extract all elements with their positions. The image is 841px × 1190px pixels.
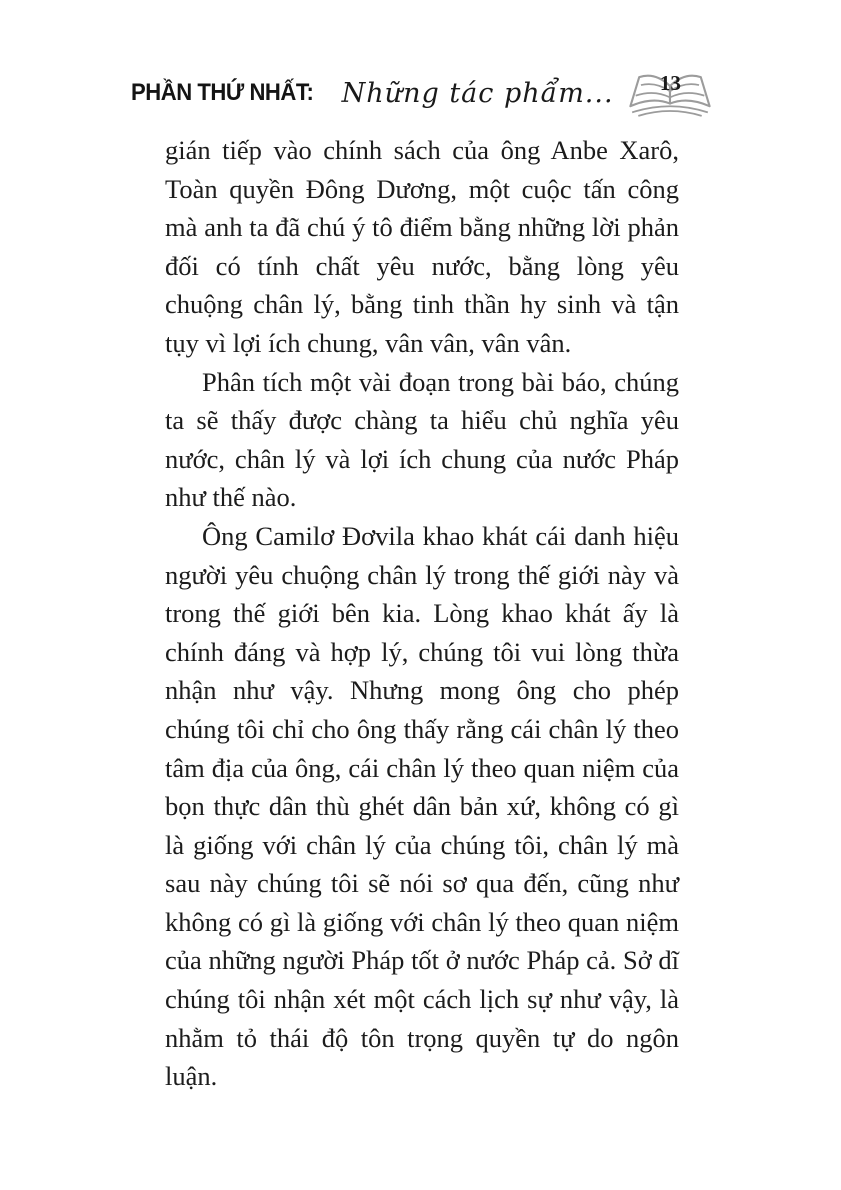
paragraph: Phân tích một vài đoạn trong bài báo, chúng ta sẽ thấy được chàng ta hiểu chủ nghĩa yêu nước, chân lý và lợi ích chung của nước Pháp như thế nào. [165,366,679,513]
page-header [131,62,681,124]
open-book-icon [626,64,714,122]
page-body [165,131,679,1096]
section-title: Những tác phẩm... [341,77,614,109]
paragraph: gián tiếp vào chính sách của ông Anbe Xarô, Toàn quyền Đông Dương, một cuộc tấn công mà anh ta đã chú ý tô điểm bằng những lời phản đối có tính chất yêu nước, bằng lòng yêu chuộng chân lý, bằng tinh thần hy sinh và tận tụy vì lợi ích chung, vân vân, vân vân. [165,135,679,358]
paragraph: Ông Camilơ Đơvila khao khát cái danh hiệu người yêu chuộng chân lý trong thế giới này và trong thế giới bên kia. Lòng khao khát ấy là chính đáng và hợp lý, chúng tôi vui lòng thừa nhận như vậy. Nhưng mong ông cho phép chúng tôi chỉ cho ông thấy rằng cái chân lý theo tâm địa của ông, cái chân lý theo quan niệm của bọn thực dân thù ghét dân bản xứ, không có gì là giống với chân lý của chúng tôi, chân lý mà sau này chúng tôi sẽ nói sơ qua đến, cũng như không có gì là giống với chân lý theo quan niệm của những người Pháp tốt ở nước Pháp cả. Sở dĩ chúng tôi nhận xét một cách lịch sự như vậy, là nhằm tỏ thái độ tôn trọng quyền tự do ngôn luận. [165,520,679,1092]
section-label: PHẦN THỨ NHẤT: [131,79,314,106]
page-number: 13 [659,71,681,95]
